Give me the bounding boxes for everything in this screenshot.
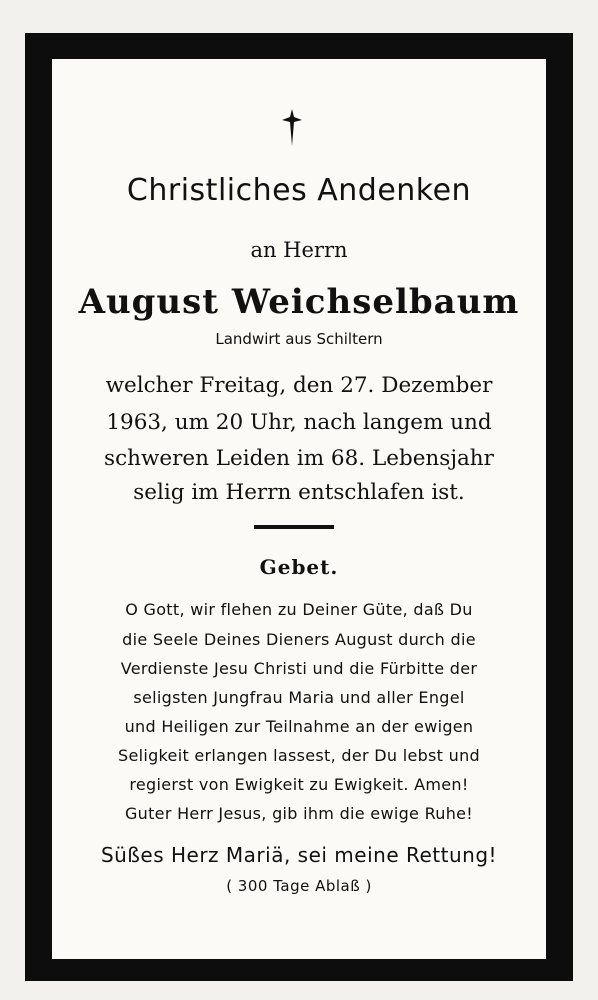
prayer-title: Gebet. xyxy=(259,555,339,579)
announcement-line: 1963, um 20 Uhr, nach langem und xyxy=(106,410,492,435)
prayer-line: und Heiligen zur Teilnahme an der ewigen xyxy=(124,717,474,736)
occupation: Landwirt aus Schiltern xyxy=(215,330,383,348)
card-heading: Christliches Andenken xyxy=(126,173,472,208)
salutation: an Herrn xyxy=(250,238,348,262)
prayer-line: O Gott, wir flehen zu Deiner Güte, daß Du xyxy=(125,600,473,619)
divider xyxy=(254,525,334,529)
prayer-line: Guter Herr Jesus, gib ihm die ewige Ruhe! xyxy=(124,804,474,823)
prayer-line: Verdienste Jesu Christi und die Fürbitte der xyxy=(120,659,478,678)
prayer-line: regierst von Ewigkeit zu Ewigkeit. Amen! xyxy=(129,775,469,794)
prayer-line: Seligkeit erlangen lassest, der Du lebst und xyxy=(118,746,480,765)
prayer-line: die Seele Deines Dieners August durch die xyxy=(122,630,476,649)
announcement-line: schweren Leiden im 68. Lebensjahr xyxy=(104,446,494,471)
announcement-line: selig im Herrn entschlafen ist. xyxy=(133,480,465,505)
latin-cross-icon xyxy=(279,108,305,148)
prayer-line: seligsten Jungfrau Maria und aller Engel xyxy=(133,688,465,707)
announcement-line: welcher Freitag, den 27. Dezember xyxy=(105,373,493,398)
indulgence-note: ( 300 Tage Ablaß ) xyxy=(226,877,372,895)
deceased-name: August Weichselbaum xyxy=(78,282,520,322)
invocation: Süßes Herz Mariä, sei meine Rettung! xyxy=(100,843,498,867)
